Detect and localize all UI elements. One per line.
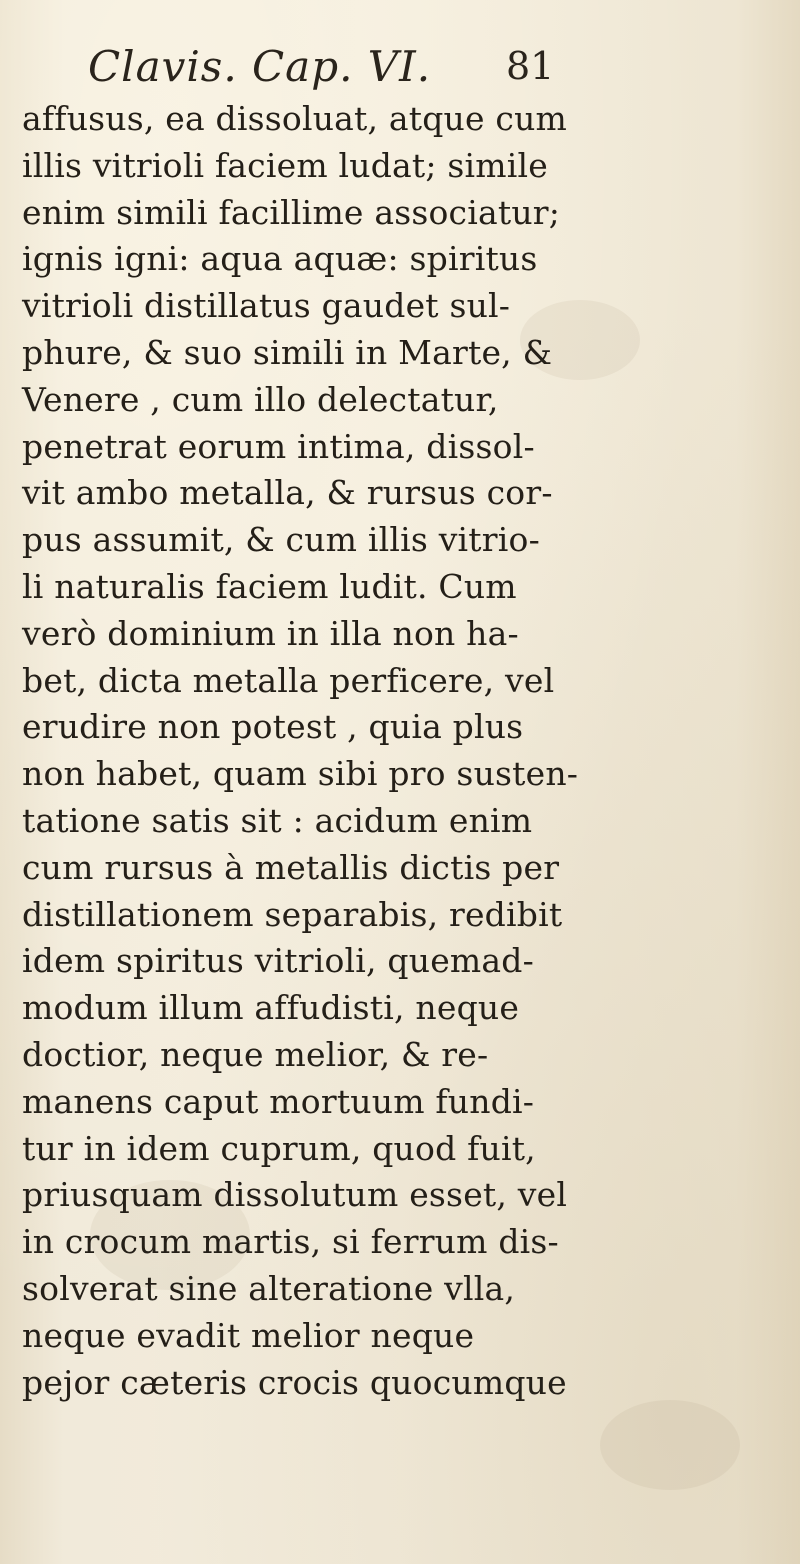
- text-line: pejor cæteris crocis quocumque: [22, 1362, 567, 1402]
- text-line: li naturalis faciem ludit. Cum: [22, 566, 517, 606]
- text-line: tatione satis sit : acidum enim: [22, 800, 533, 840]
- text-line: pus assumit, & cum illis vitrio-: [22, 520, 540, 560]
- text-line: in crocum martis, si ferrum dis-: [22, 1222, 559, 1262]
- text-line: phure, & suo simili in Marte, &: [22, 332, 553, 372]
- text-line: enim simili facillime associatur;: [22, 192, 561, 232]
- paper-stain: [600, 1400, 740, 1490]
- page-header: [88, 42, 588, 102]
- text-line: distillationem separabis, redibit: [22, 894, 563, 934]
- text-line: illis vitrioli faciem ludat; simile: [22, 145, 549, 185]
- text-line: erudire non potest , quia plus: [22, 707, 524, 747]
- text-line: non habet, quam sibi pro susten-: [22, 754, 579, 794]
- text-line: tur in idem cuprum, quod fuit,: [22, 1128, 536, 1168]
- text-line: idem spiritus vitrioli, quemad-: [22, 941, 534, 981]
- page-number: 81: [506, 44, 555, 88]
- text-line: ignis igni: aqua aquæ: spiritus: [22, 239, 538, 279]
- text-line: priusquam dissolutum esset, vel: [22, 1175, 568, 1215]
- text-line: vit ambo metalla, & rursus cor-: [22, 473, 553, 513]
- text-line: affusus, ea dissoluat, atque cum: [22, 99, 568, 138]
- text-line: solverat sine alteratione vlla,: [22, 1268, 516, 1308]
- text-line: verò dominium in illa non ha-: [22, 613, 519, 653]
- text-line: neque evadit melior neque: [22, 1315, 475, 1355]
- body-text: [22, 96, 782, 1406]
- text-line: cum rursus à metallis dictis per: [22, 847, 560, 887]
- text-line: modum illum affudisti, neque: [22, 988, 520, 1028]
- text-line: penetrat eorum intima, dissol-: [22, 426, 535, 466]
- text-line: manens caput mortuum fundi-: [22, 1081, 535, 1121]
- text-line: bet, dicta metalla perficere, vel: [22, 660, 555, 700]
- running-title: Clavis. Cap. VI.: [88, 42, 432, 91]
- text-line: doctior, neque melior, & re-: [22, 1034, 489, 1074]
- text-line: Venere , cum illo delectatur,: [22, 379, 499, 419]
- text-line: vitrioli distillatus gaudet sul-: [22, 286, 511, 326]
